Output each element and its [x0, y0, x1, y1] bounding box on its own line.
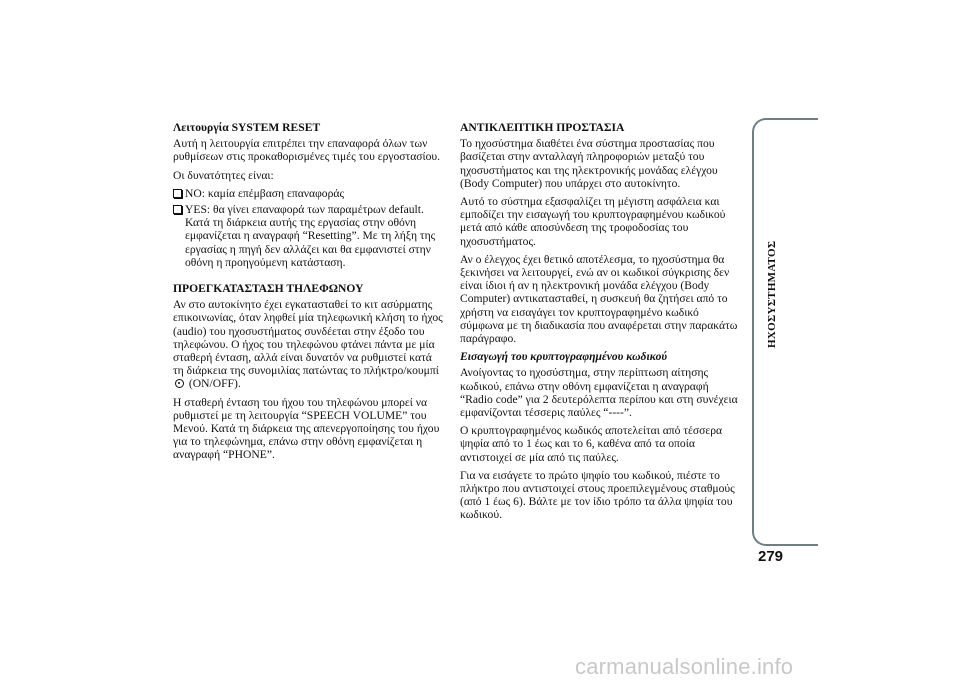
paragraph: Ανοίγοντας το ηχοσύστημα, στην περίπτωση αίτησης κωδικού, επάνω στην οθόνη εμφανίζεται η αναγραφή “Radio code” για 2 δευτερόλεπτα περίπου και στη συνέχεια εμφανίζονται τέσσερις παύλες “----”. [460, 366, 738, 420]
checkbox-bullet-icon [173, 189, 182, 198]
section-title-code-entry: Εισαγωγή του κρυπτογραφημένου κωδικού [460, 350, 668, 364]
paragraph: Το ηχοσύστημα διαθέτει ένα σύστημα προστασίας που βασίζεται στην ανταλλαγή πληροφοριών μεταξύ του ηχοσυστήματος και της ηλεκτρονικής μονάδας ελέγχου (Body Computer) που υπάρχει στο αυτοκίνητο. [460, 137, 718, 190]
paragraph: Ο κρυπτογραφημένος κωδικός αποτελείται από τέσσερα ψηφία από το 1 έως και το 6, καθένα από τα οποία αντιστοιχεί σε μία από τις παύλες. [460, 424, 723, 464]
right-column [460, 121, 740, 527]
checkbox-bullet-icon [173, 205, 182, 214]
list-item [173, 187, 443, 200]
section-title-system-reset: Λειτουργία SYSTEM RESET [173, 121, 321, 134]
paragraph-text: Αν στο αυτοκίνητο έχει εγκατασταθεί το κιτ ασύρματης επικοινωνίας, όταν ληφθεί μία τηλεφωνική κλήση το ήχος (audio) του ηχοσυστήματος συνδέεται στην έξοδο του τηλεφώνου. Ο ήχος του τηλεφώνου φτάνει πάντα με μία σταθερή ένταση, αλλά είναι δυνατόν να ρυθμιστεί κατά τη διάρκεια της συνομιλίας πατώντας το πλήκτρο/κουμπί [173, 298, 443, 378]
chapter-tab [752, 118, 818, 546]
paragraph: Για να εισάγετε το πρώτο ψηφίο του κωδικού, πιέστε το πλήκτρο που αντιστοιχεί στους προεπιλεγμένους σταθμούς (από 1 έως 6). Βάλτε με τον ίδιο τρόπο τα άλλα ψηφία του κωδικού. [460, 468, 735, 522]
list-item-text: NO: καμία επέμβαση επαναφοράς [185, 186, 345, 200]
paragraph: Οι δυνατότητες είναι: [173, 168, 274, 182]
paragraph: Αυτή η λειτουργία επιτρέπει την επαναφορά όλων των ρυθμίσεων στις προκαθορισμένες τιμές του εργοστασίου. [173, 137, 441, 164]
page-number: 279 [758, 548, 784, 565]
chapter-label: ΗΧΟΣΥΣΤΗΜΑΤΟΣ [766, 240, 778, 348]
volume-knob-icon [175, 379, 184, 388]
paragraph-text: (ON/OFF). [188, 377, 241, 391]
watermark: carmanualsonline.info [575, 654, 794, 679]
paragraph [173, 298, 443, 390]
list-item [173, 203, 443, 269]
section-title-antitheft: ΑΝΤΙΚΛΕΠΤΙΚΗ ΠΡΟΣΤΑΣΙΑ [460, 121, 625, 134]
paragraph: Αν ο έλεγχος έχει θετικό αποτέλεσμα, το ηχοσύστημα θα ξεκινήσει να λειτουργεί, ενώ αν οι κωδικοί σύγκρισης δεν είναι ίδιοι ή αν η ηλεκτρονική μονάδα ελέγχου (Body Computer) αντικατασταθεί, η συσκευή θα ζητήσει από το χρήστη να εισαγάγει τον κρυπτογραφημένο κωδικό σύμφωνα με τη διαδικασία που αναφέρεται στην παρακάτω παράγραφο. [460, 252, 738, 346]
section-title-phone-preinstall: ΠΡΟΕΓΚΑΤΑΣΤΑΣΗ ΤΗΛΕΦΩΝΟΥ [173, 282, 364, 296]
paragraph: Αυτό το σύστημα εξασφαλίζει τη μέγιστη ασφάλεια και εμποδίζει την εισαγωγή του κρυπτογραφημένου κωδικού μετά από κάθε αποσύνδεση της τροφοδοσίας του ηχοσυστήματος. [460, 195, 726, 248]
left-column [173, 121, 443, 467]
list-item-text: YES: θα γίνει επαναφορά των παραμέτρων default. Κατά τη διάρκεια αυτής της εργασίας στην οθόνη εμφανίζεται η αναγραφή “Resetting”. Με τη λήξη της εργασίας η πηγή δεν αλλάζει και θα εμφανιστεί στην οθόνη η προηγούμενη κατάσταση. [185, 203, 436, 269]
paragraph: Η σταθερή ένταση του ήχου του τηλεφώνου μπορεί να ρυθμιστεί με τη λειτουργία “SPEECH VOLUME” του Μενού. Κατά τη διάρκεια της απενεργοποίησης του ήχου για το τηλεφώνημα, επάνω στην οθόνη εμφανίζεται η αναγραφή “PHONE”. [173, 395, 440, 462]
